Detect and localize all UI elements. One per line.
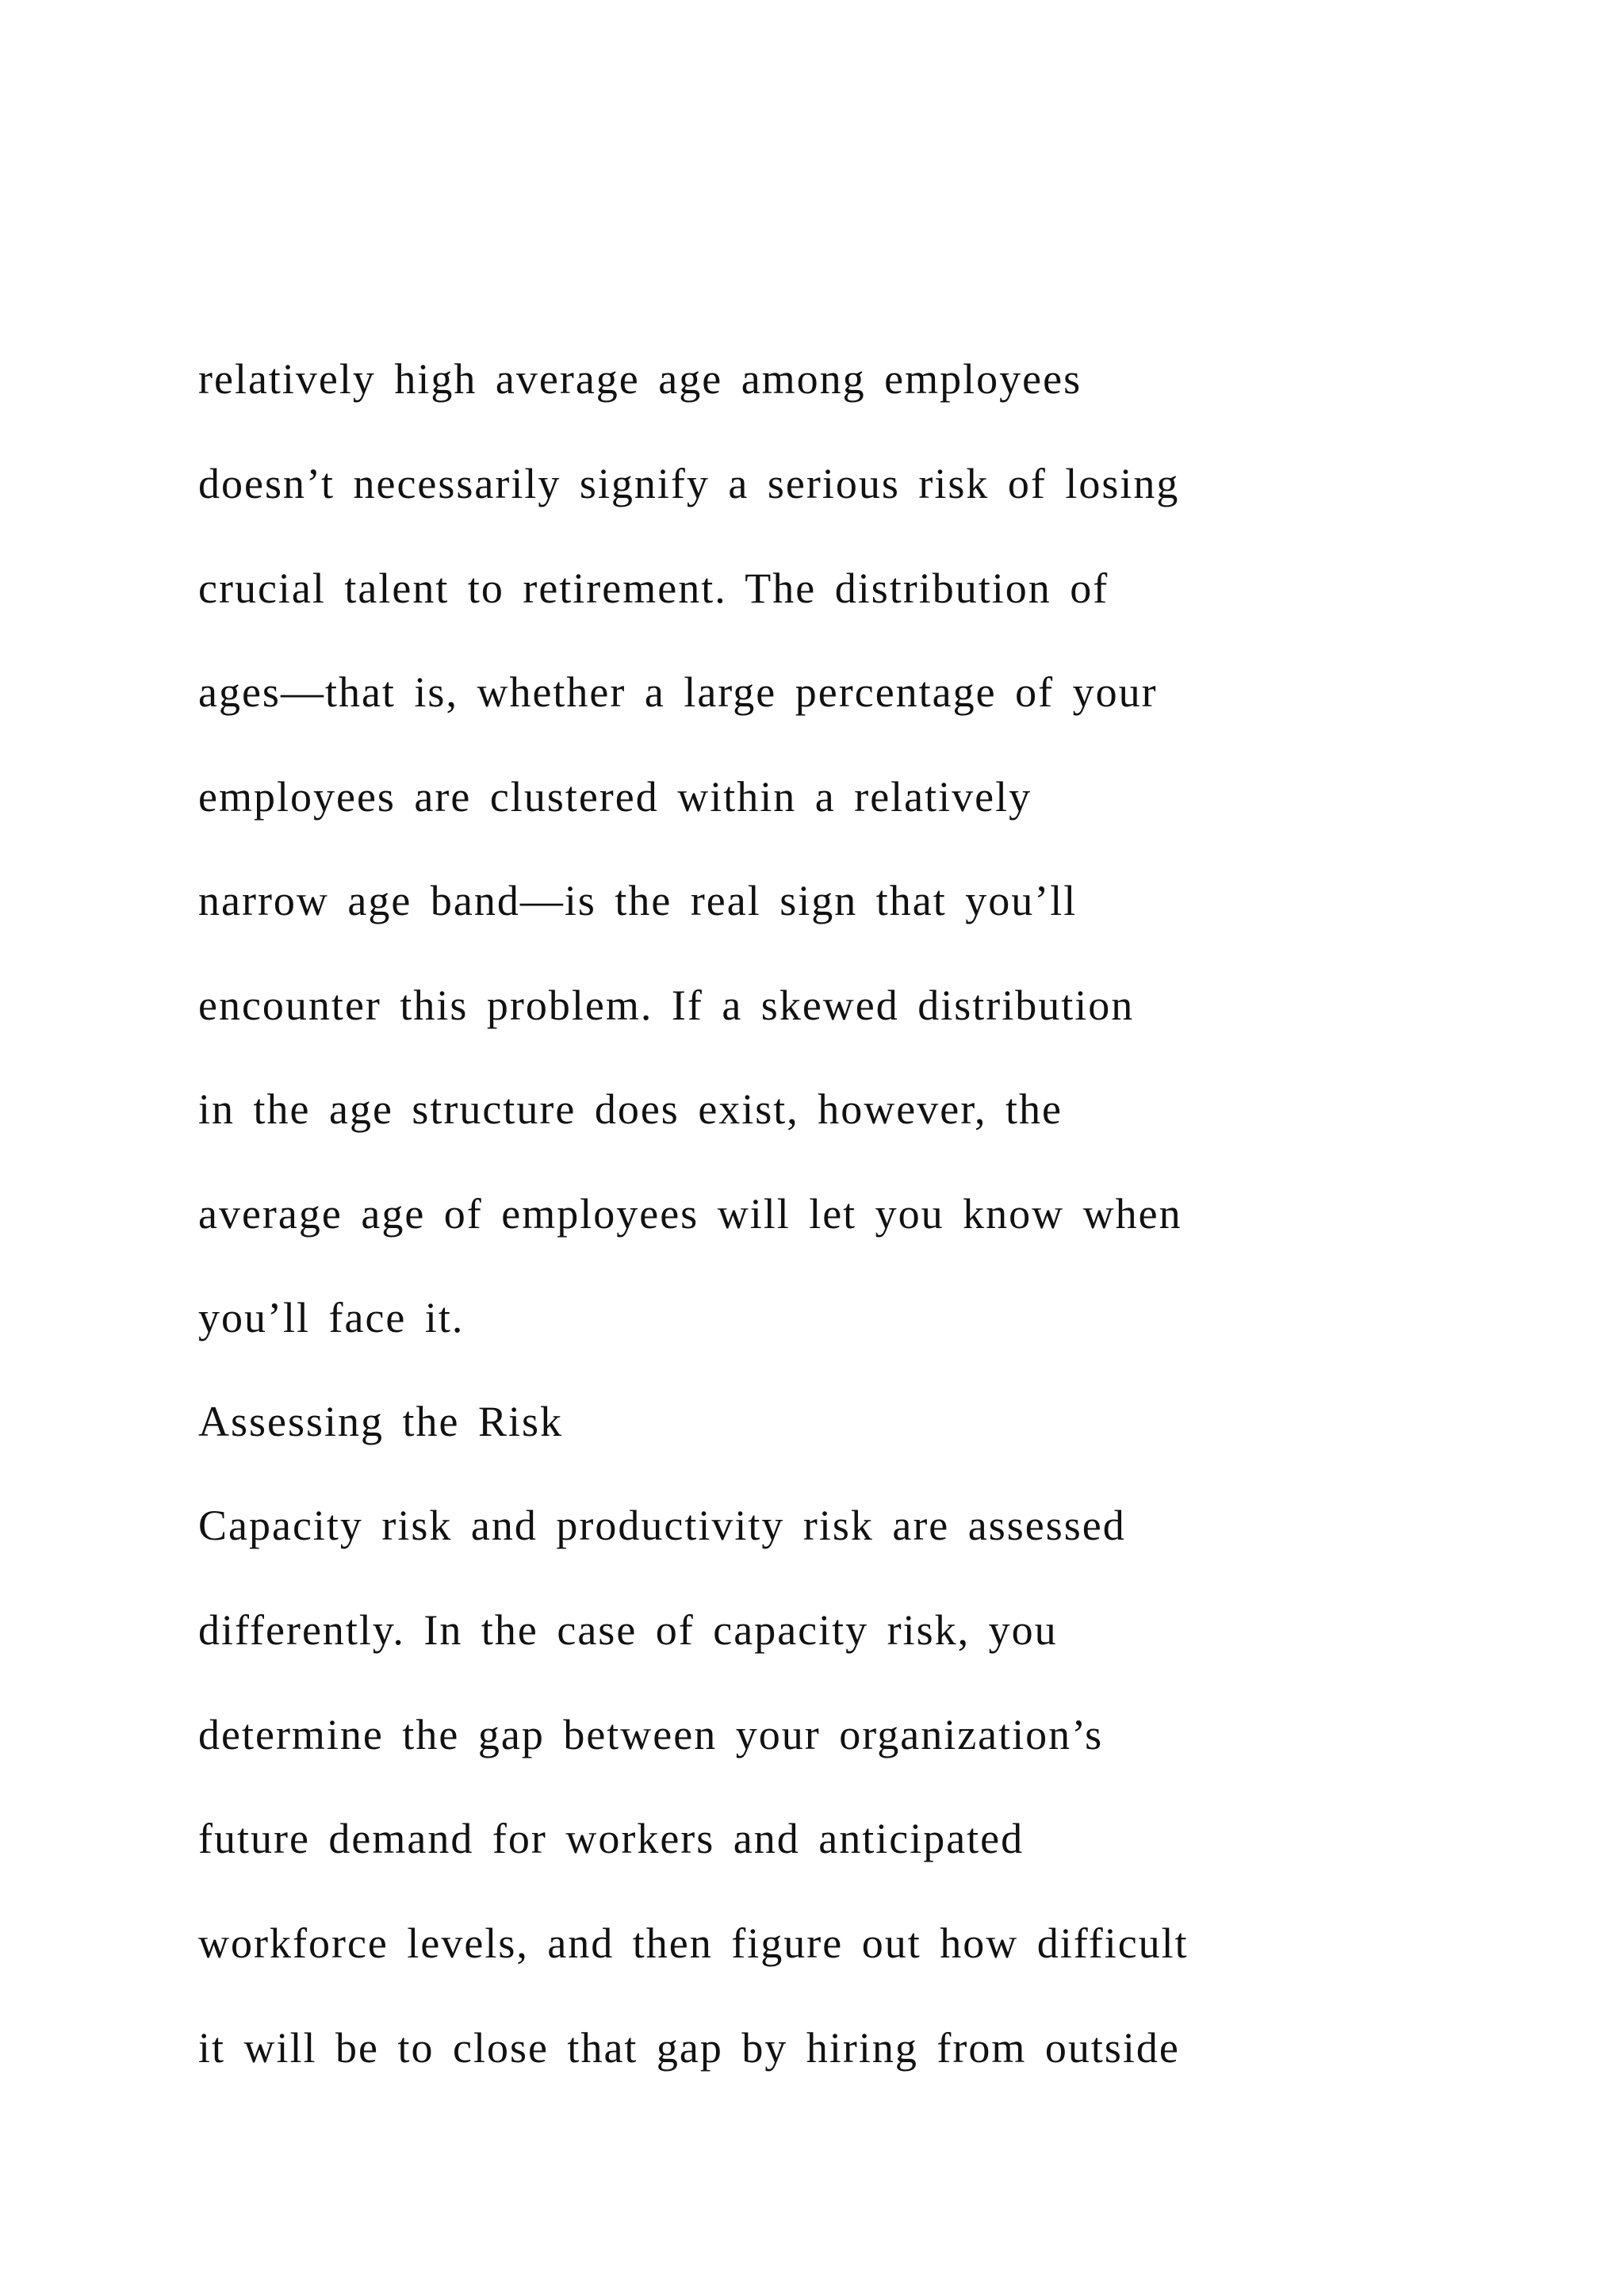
text-line: average age of employees will let you know when	[198, 1190, 1182, 1238]
text-line: it will be to close that gap by hiring from outside	[198, 2024, 1180, 2072]
text-line: differently. In the case of capacity risk, you	[198, 1606, 1058, 1654]
text-line: crucial talent to retirement. The distribution of	[198, 564, 1109, 612]
text-line: workforce levels, and then figure out how difficult	[198, 1919, 1189, 1967]
text-line: future demand for workers and anticipated	[198, 1815, 1025, 1862]
text-line: encounter this problem. If a skewed distribution	[198, 982, 1135, 1029]
text-line: narrow age band—is the real sign that you’ll	[198, 877, 1078, 924]
text-line: doesn’t necessarily signify a serious risk of losing	[198, 460, 1180, 507]
text-line: relatively high average age among employees	[198, 355, 1082, 403]
text-line: employees are clustered within a relatively	[198, 773, 1032, 821]
text-line: Capacity risk and productivity risk are assessed	[198, 1502, 1126, 1549]
text-line: ages—that is, whether a large percentage of your	[198, 668, 1158, 716]
text-line: in the age structure does exist, however, the	[198, 1085, 1063, 1133]
text-line: you’ll face it.	[198, 1294, 465, 1341]
section-heading: Assessing the Risk	[198, 1398, 564, 1445]
text-line: determine the gap between your organization’s	[198, 1711, 1104, 1758]
